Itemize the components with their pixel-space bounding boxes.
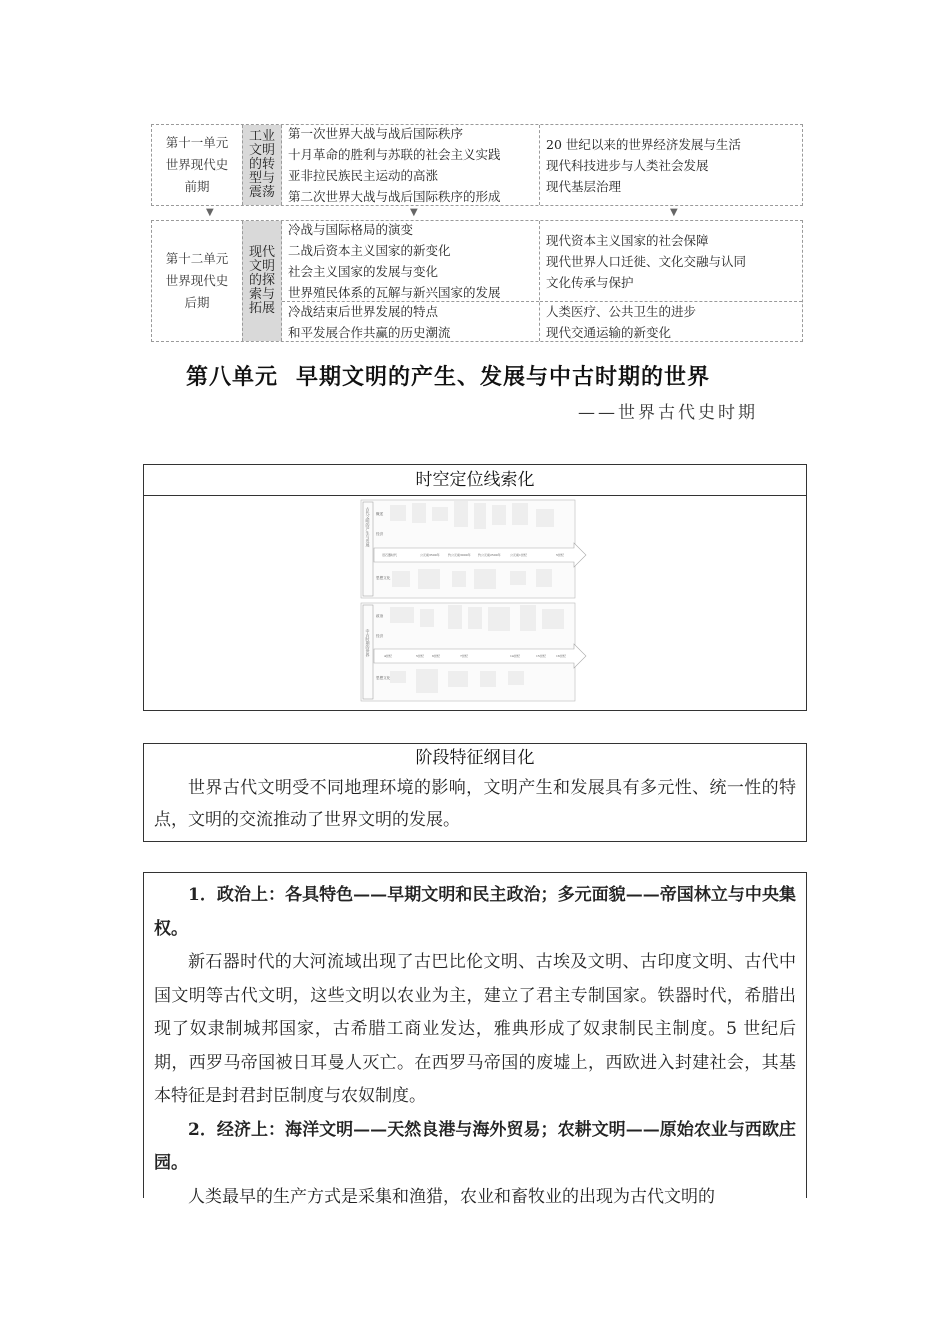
- topic: 现代资本主义国家的社会保障: [546, 232, 709, 248]
- unit11-topics-mid: [282, 125, 540, 205]
- topic: 冷战与国际格局的演变: [288, 222, 414, 237]
- topic: 人类医疗、公共卫生的进步: [546, 303, 697, 319]
- topic: 第二次世界大战与战后国际秩序的形成: [288, 189, 501, 204]
- stage-features-box: [143, 743, 807, 842]
- outline-table: [151, 124, 803, 342]
- topic: 社会主义国家的发展与变化: [288, 264, 439, 279]
- unit12-theme: 现代文明的探索与拓展: [242, 221, 282, 341]
- down-arrow-icon: ▼: [670, 207, 678, 218]
- unit11-theme: 工业文明的转型与震荡: [242, 125, 282, 205]
- unit12-label: [152, 221, 242, 341]
- topic: 现代世界人口迁徙、文化交融与认同: [546, 253, 747, 269]
- bottom-row-label: 思想文化: [376, 676, 391, 680]
- bottom-row-label: 政治: [376, 614, 384, 618]
- top-date: 约公元前3000年: [448, 553, 471, 557]
- bottom-date: 7世纪: [460, 654, 468, 658]
- bottom-row-label: 经济: [376, 634, 384, 638]
- unit11-label: [152, 125, 242, 205]
- unit12-topics-mid: [282, 221, 540, 341]
- topic: 现代基层治理: [546, 178, 622, 194]
- unit-heading: [186, 360, 710, 391]
- bottom-date: 15世纪: [536, 654, 546, 658]
- stage-features-title: 阶段特征纲目化: [415, 748, 535, 768]
- bottom-date: 14世纪: [510, 654, 520, 658]
- top-date: 旧石器时代: [382, 553, 398, 557]
- top-date: 公元前1世纪: [510, 553, 527, 557]
- top-date: 5世纪: [556, 553, 564, 557]
- point2-heading: 2．经济上：海洋文明——天然良港与海外贸易；农耕文明——原始农业与西欧庄园。: [154, 1119, 796, 1173]
- bottom-date: 4世纪: [384, 654, 392, 658]
- unit12-line2: 世界现代史: [165, 273, 229, 288]
- unit11-line1: 第十一单元: [165, 135, 229, 150]
- topic: 现代科技进步与人类社会发展: [546, 157, 709, 173]
- down-arrow-icon: ▼: [206, 207, 214, 218]
- unit11-line3: 前期: [184, 179, 210, 194]
- point1-text: 新石器时代的大河流域出现了古巴比伦文明、古埃及文明、古印度文明、古代中国文明等古代文明，这些文明以农业为主，建立了君主专制国家。铁器时代，希腊出现了奴隶制城邦国家，古希腊工商业发达，雅典形成了奴隶制民主制度。5 世纪后期，西罗马帝国被日耳曼人灭亡。在西罗马帝国的废墟上，西欧进入封建社会，其基本特征是封君封臣制度与农奴制度。: [154, 952, 796, 1106]
- stage-features-text: 世界古代文明受不同地理环境的影响，文明产生和发展具有多元性、统一性的特点，文明的交流推动了世界文明的发展。: [154, 778, 796, 830]
- topic: 世界殖民体系的瓦解与新兴国家的发展: [288, 285, 501, 300]
- top-row-label: 思想文化: [376, 576, 391, 580]
- top-date: 公元前3500年: [420, 553, 440, 557]
- topic: 现代交通运输的新变化: [546, 324, 672, 340]
- timeline-box-title: 时空定位线索化: [144, 465, 806, 496]
- bottom-side-label: 中古时期的世界: [365, 629, 371, 657]
- topic: 亚非拉民族民主运动的高涨: [288, 168, 439, 183]
- point2-text: 人类最早的生产方式是采集和渔猎，农业和畜牧业的出现为古代文明的: [188, 1186, 715, 1207]
- unit12-line1: 第十二单元: [165, 251, 229, 266]
- timeline-diagram: [360, 499, 590, 703]
- topic: 冷战结束后世界发展的特点: [288, 303, 439, 319]
- timeline-box: [143, 464, 807, 711]
- topic: 文化传承与保护: [546, 274, 634, 290]
- down-arrow-icon: ▼: [410, 207, 418, 218]
- unit-subtitle: ——世界古代史时期: [578, 403, 758, 423]
- unit11-topics-right: [540, 125, 802, 205]
- top-side-label: 古代文明的产生与发展: [365, 507, 371, 547]
- unit12-topics-right: [540, 221, 802, 341]
- topic: 第一次世界大战与战后国际秩序: [288, 126, 464, 141]
- bottom-date: 5世纪: [416, 654, 424, 658]
- topic: 和平发展合作共赢的历史潮流: [288, 324, 451, 340]
- unit12-line3: 后期: [184, 295, 210, 310]
- topic: 20 世纪以来的世界经济发展与生活: [546, 136, 741, 152]
- outline-row-unit11: [151, 124, 803, 206]
- unit-number: 第八单元: [186, 364, 279, 390]
- top-row-label: 经济: [376, 532, 384, 536]
- top-row-label: 概述: [376, 512, 384, 516]
- outline-row-unit12: [151, 220, 803, 342]
- point1-heading: 1．政治上：各具特色——早期文明和民主政治；多元面貌——帝国林立与中央集权。: [154, 885, 796, 939]
- unit-title: 早期文明的产生、发展与中古时期的世界: [296, 364, 711, 390]
- topic: 十月革命的胜利与苏联的社会主义实践: [288, 147, 501, 162]
- content-box: [143, 872, 807, 1207]
- top-date: 约公元前2500年: [478, 553, 501, 557]
- topic: 二战后资本主义国家的新变化: [288, 243, 451, 258]
- unit11-line2: 世界现代史: [165, 157, 229, 172]
- bottom-date: 6世纪: [432, 654, 440, 658]
- bottom-date: 16世纪: [556, 654, 566, 658]
